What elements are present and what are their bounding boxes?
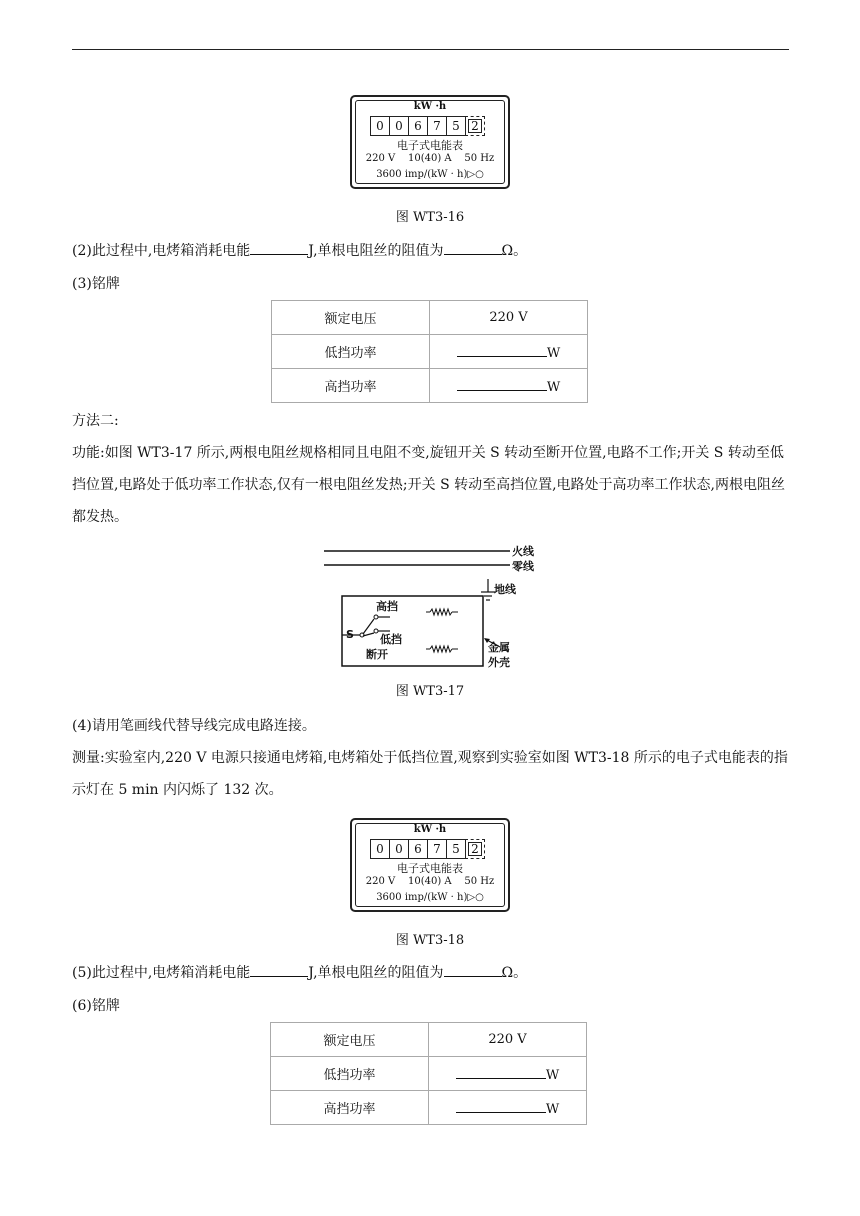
meter-digit: 5 (446, 116, 466, 136)
answer-blank-high-power[interactable] (457, 376, 547, 391)
figure-caption-18: 图 WT3-18 (395, 933, 465, 948)
label-low: 低挡 (380, 633, 402, 646)
label-off: 断开 (366, 648, 388, 661)
nameplate-table-1 (271, 300, 588, 403)
energy-meter-18 (350, 818, 510, 912)
table-cell-value: 220 V (430, 301, 588, 335)
answer-blank-energy[interactable] (250, 240, 308, 255)
meter-digits (370, 116, 484, 136)
nameplate-table-2 (270, 1022, 587, 1125)
method-2-title: 方法二: (72, 413, 119, 429)
label-switch: S (346, 628, 354, 641)
table-cell-name: 额定电压 (272, 301, 430, 335)
label-shell-2: 外壳 (488, 656, 510, 669)
unit-label: W (546, 346, 561, 361)
meter-digits (370, 839, 484, 859)
answer-blank-resistance[interactable] (444, 962, 502, 977)
meter-digit: 0 (370, 116, 390, 136)
measure-text: 测量:实验室内,220 V 电源只接通电烤箱,电烤箱处于低挡位置,观察到实验室如图 WT3-18 所示的电子式电能表的指示灯在 5 min 内闪烁了 132 次。 (72, 750, 788, 798)
q2-text-c: Ω。 (501, 243, 528, 259)
table-row (271, 1091, 587, 1125)
meter-digit-decimal: 2 (465, 116, 485, 136)
question-5 (72, 957, 792, 989)
meter-digit: 0 (389, 116, 409, 136)
answer-blank-energy[interactable] (250, 962, 308, 977)
table-cell-name: 低挡功率 (272, 335, 430, 369)
resistor-2 (426, 646, 458, 652)
table-row (271, 1023, 587, 1057)
energy-meter-16 (350, 95, 510, 189)
meter-digit: 6 (408, 839, 428, 859)
meter-unit: kW ·h (413, 824, 447, 835)
meter-digit: 6 (408, 116, 428, 136)
question-3-label: (3)铭牌 (72, 276, 120, 292)
table-cell-value: 220 V (429, 1023, 587, 1057)
meter-digit: 5 (446, 839, 466, 859)
unit-label: W (545, 1102, 560, 1117)
label-ground: 地线 (494, 583, 516, 596)
label-shell-1: 金属 (488, 641, 510, 654)
answer-blank-low-power[interactable] (457, 342, 547, 357)
answer-blank-high-power[interactable] (456, 1098, 546, 1113)
meter-digit: 7 (427, 116, 447, 136)
table-cell-name: 额定电压 (271, 1023, 429, 1057)
table-cell-value (430, 369, 588, 403)
meter-unit: kW ·h (413, 101, 447, 112)
table-cell-name: 高挡功率 (271, 1091, 429, 1125)
answer-blank-resistance[interactable] (444, 240, 502, 255)
question-6-label: (6)铭牌 (72, 998, 120, 1014)
label-live: 火线 (512, 545, 534, 558)
table-row (272, 335, 588, 369)
oven-casing (342, 596, 483, 666)
meter-spec: 220 V 10(40) A 50 Hz (365, 876, 495, 887)
label-high: 高挡 (376, 600, 398, 613)
meter-digit: 0 (389, 839, 409, 859)
meter-impulse-rate: 3600 imp/(kW · h)▷○ (376, 892, 484, 903)
q5-text-b: J,单根电阻丝的阻值为 (308, 965, 444, 981)
resistor-1 (426, 609, 458, 615)
meter-spec: 220 V 10(40) A 50 Hz (365, 153, 495, 164)
figure-caption-17: 图 WT3-17 (395, 684, 465, 699)
label-neutral: 零线 (512, 560, 534, 573)
table-row (271, 1057, 587, 1091)
answer-blank-low-power[interactable] (456, 1064, 546, 1079)
header-rule (72, 49, 789, 50)
meter-digit: 7 (427, 839, 447, 859)
q5-text-a: (5)此过程中,电烤箱消耗电能 (72, 965, 251, 981)
meter-digit-decimal: 2 (465, 839, 485, 859)
table-cell-name: 低挡功率 (271, 1057, 429, 1091)
unit-label: W (545, 1068, 560, 1083)
table-row (272, 301, 588, 335)
table-row (272, 369, 588, 403)
table-cell-value (429, 1091, 587, 1125)
table-cell-value (430, 335, 588, 369)
question-4: (4)请用笔画线代替导线完成电路连接。 (72, 718, 316, 734)
table-cell-value (429, 1057, 587, 1091)
question-2 (72, 235, 792, 267)
figure-caption-16: 图 WT3-16 (395, 210, 465, 225)
meter-title: 电子式电能表 (397, 139, 463, 152)
unit-label: W (546, 380, 561, 395)
table-cell-name: 高挡功率 (272, 369, 430, 403)
meter-title: 电子式电能表 (397, 862, 463, 875)
meter-impulse-rate: 3600 imp/(kW · h)▷○ (376, 169, 484, 180)
q2-text-a: (2)此过程中,电烤箱消耗电能 (72, 243, 251, 259)
meter-digit: 0 (370, 839, 390, 859)
q5-text-c: Ω。 (501, 965, 528, 981)
q2-text-b: J,单根电阻丝的阻值为 (308, 243, 444, 259)
method-2-function: 功能:如图 WT3-17 所示,两根电阻丝规格相同且电阻不变,旋钮开关 S 转动至断开位置,电路不工作;开关 S 转动至低挡位置,电路处于低功率工作状态,仅有一根电阻丝发热;开关 S 转动至高挡位置,电路处于高功率工作状态,两根电阻丝都发热。 (72, 445, 786, 525)
